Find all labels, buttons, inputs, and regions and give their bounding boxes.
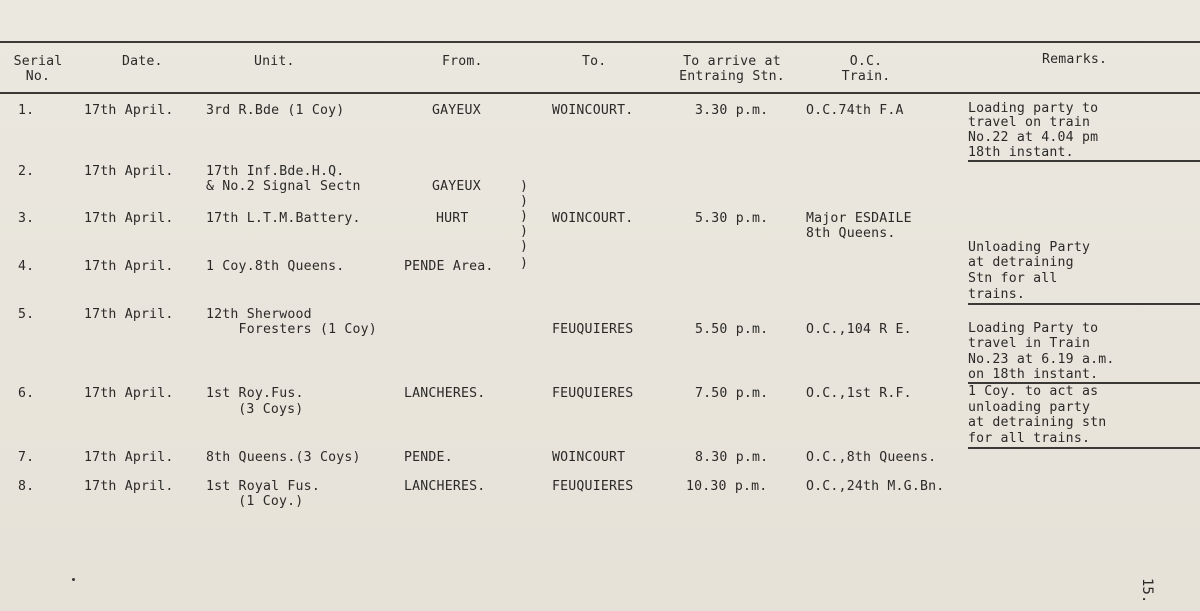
row6-date: 17th April.	[84, 386, 174, 401]
row8-from: LANCHERES.	[404, 479, 486, 494]
row6-to: FEUQUIERES	[552, 386, 634, 401]
row2-date: 17th April.	[84, 164, 174, 179]
row6-from: LANCHERES.	[404, 386, 486, 401]
row4-from: PENDE Area.	[404, 259, 494, 274]
remark1-line1: Loading party to	[968, 101, 1099, 116]
row6-serial: 6.	[18, 386, 35, 401]
header-date: Date.	[122, 54, 163, 69]
header-oc-line2: Train.	[841, 69, 891, 84]
row5-unit-line1: 12th Sherwood	[206, 307, 312, 322]
remark2-line4: trains.	[968, 287, 1025, 302]
row6-unit-line1: 1st Roy.Fus.	[206, 386, 304, 401]
row1-unit: 3rd R.Bde (1 Coy)	[206, 103, 345, 118]
remark1-rule	[968, 160, 1200, 162]
row2-unit-line2: & No.2 Signal Sectn	[206, 179, 361, 194]
row7-serial: 7.	[18, 450, 35, 465]
row8-oc: O.C.,24th M.G.Bn.	[806, 479, 945, 494]
stray-dot	[72, 578, 75, 581]
row7-date: 17th April.	[84, 450, 174, 465]
row4-unit: 1 Coy.8th Queens.	[206, 259, 345, 274]
row1-oc: O.C.74th F.A	[806, 103, 904, 118]
bracket-5: )	[520, 239, 528, 254]
row5-oc: O.C.,104 R E.	[806, 322, 912, 337]
remark1-line3: No.22 at 4.04 pm	[968, 130, 1099, 145]
bracket-1: )	[520, 179, 528, 194]
row8-time: 10.30 p.m.	[686, 479, 768, 494]
row8-unit-line2: (1 Coy.)	[222, 494, 304, 509]
row4-serial: 4.	[18, 259, 35, 274]
row3-oc-line2: 8th Queens.	[806, 226, 896, 241]
remark1-line2: travel on train	[968, 115, 1091, 130]
row8-to: FEUQUIERES	[552, 479, 634, 494]
remark3-line2: travel in Train	[968, 336, 1091, 351]
row3-oc-line1: Major ESDAILE	[806, 211, 912, 226]
row7-to: WOINCOURT	[552, 450, 626, 465]
row1-serial: 1.	[18, 103, 35, 118]
row2-unit-line1: 17th Inf.Bde.H.Q.	[206, 164, 345, 179]
bracket-4: )	[520, 224, 528, 239]
remark4-line4: for all trains.	[968, 431, 1091, 446]
row8-serial: 8.	[18, 479, 35, 494]
header-arrive-line1: To arrive at	[683, 54, 781, 69]
row4-date: 17th April.	[84, 259, 174, 274]
row3-serial: 3.	[18, 211, 35, 226]
header-serial-line1: Serial	[13, 54, 63, 69]
row6-unit-line2: (3 Coys)	[222, 402, 304, 417]
row3-to: WOINCOURT.	[552, 211, 634, 226]
row1-from: GAYEUX	[432, 103, 481, 118]
remark4-line2: unloading party	[968, 400, 1091, 415]
header-serial-line2: No.	[25, 69, 51, 84]
row3-unit: 17th L.T.M.Battery.	[206, 211, 361, 226]
remark2-rule	[968, 303, 1200, 305]
row8-unit-line1: 1st Royal Fus.	[206, 479, 320, 494]
row2-from: GAYEUX	[432, 179, 481, 194]
header-from: From.	[442, 54, 483, 69]
row3-date: 17th April.	[84, 211, 174, 226]
row5-serial: 5.	[18, 307, 35, 322]
header-arrive-line2: Entraing Stn.	[679, 69, 785, 84]
row7-unit: 8th Queens.(3 Coys)	[206, 450, 361, 465]
row2-serial: 2.	[18, 164, 35, 179]
row5-time: 5.50 p.m.	[695, 322, 769, 337]
row1-date: 17th April.	[84, 103, 174, 118]
remark4-line3: at detraining stn	[968, 415, 1107, 430]
remark3-line1: Loading Party to	[968, 321, 1099, 336]
header-oc-line1: O.C.	[849, 54, 883, 69]
bracket-3: )	[520, 209, 528, 224]
header-top-rule	[0, 41, 1200, 43]
header-unit: Unit.	[254, 54, 295, 69]
header-bottom-rule	[0, 92, 1200, 94]
remark2-line3: Stn for all	[968, 271, 1058, 286]
row3-time: 5.30 p.m.	[695, 211, 769, 226]
header-remarks: Remarks.	[1042, 52, 1108, 67]
remark2-line1: Unloading Party	[968, 240, 1091, 255]
row6-time: 7.50 p.m.	[695, 386, 769, 401]
row7-oc: O.C.,8th Queens.	[806, 450, 937, 465]
header-to: To.	[582, 54, 607, 69]
row1-to: WOINCOURT.	[552, 103, 634, 118]
row8-date: 17th April.	[84, 479, 174, 494]
page-number: 15.	[1139, 578, 1155, 604]
row5-unit-line2: Foresters (1 Coy)	[206, 322, 377, 337]
bracket-2: )	[520, 194, 528, 209]
row7-from: PENDE.	[404, 450, 453, 465]
remark4-rule	[968, 447, 1200, 449]
remark3-line4: on 18th instant.	[968, 367, 1099, 382]
row7-time: 8.30 p.m.	[695, 450, 769, 465]
remark4-line1: 1 Coy. to act as	[968, 384, 1099, 399]
bracket-6: )	[520, 256, 528, 271]
remark2-line2: at detraining	[968, 255, 1074, 270]
row5-to: FEUQUIERES	[552, 322, 634, 337]
row6-oc: O.C.,1st R.F.	[806, 386, 912, 401]
remark1-line4: 18th instant.	[968, 145, 1074, 160]
row5-date: 17th April.	[84, 307, 174, 322]
remark3-line3: No.23 at 6.19 a.m.	[968, 352, 1115, 367]
row1-time: 3.30 p.m.	[695, 103, 769, 118]
row3-from: HURT	[436, 211, 469, 226]
